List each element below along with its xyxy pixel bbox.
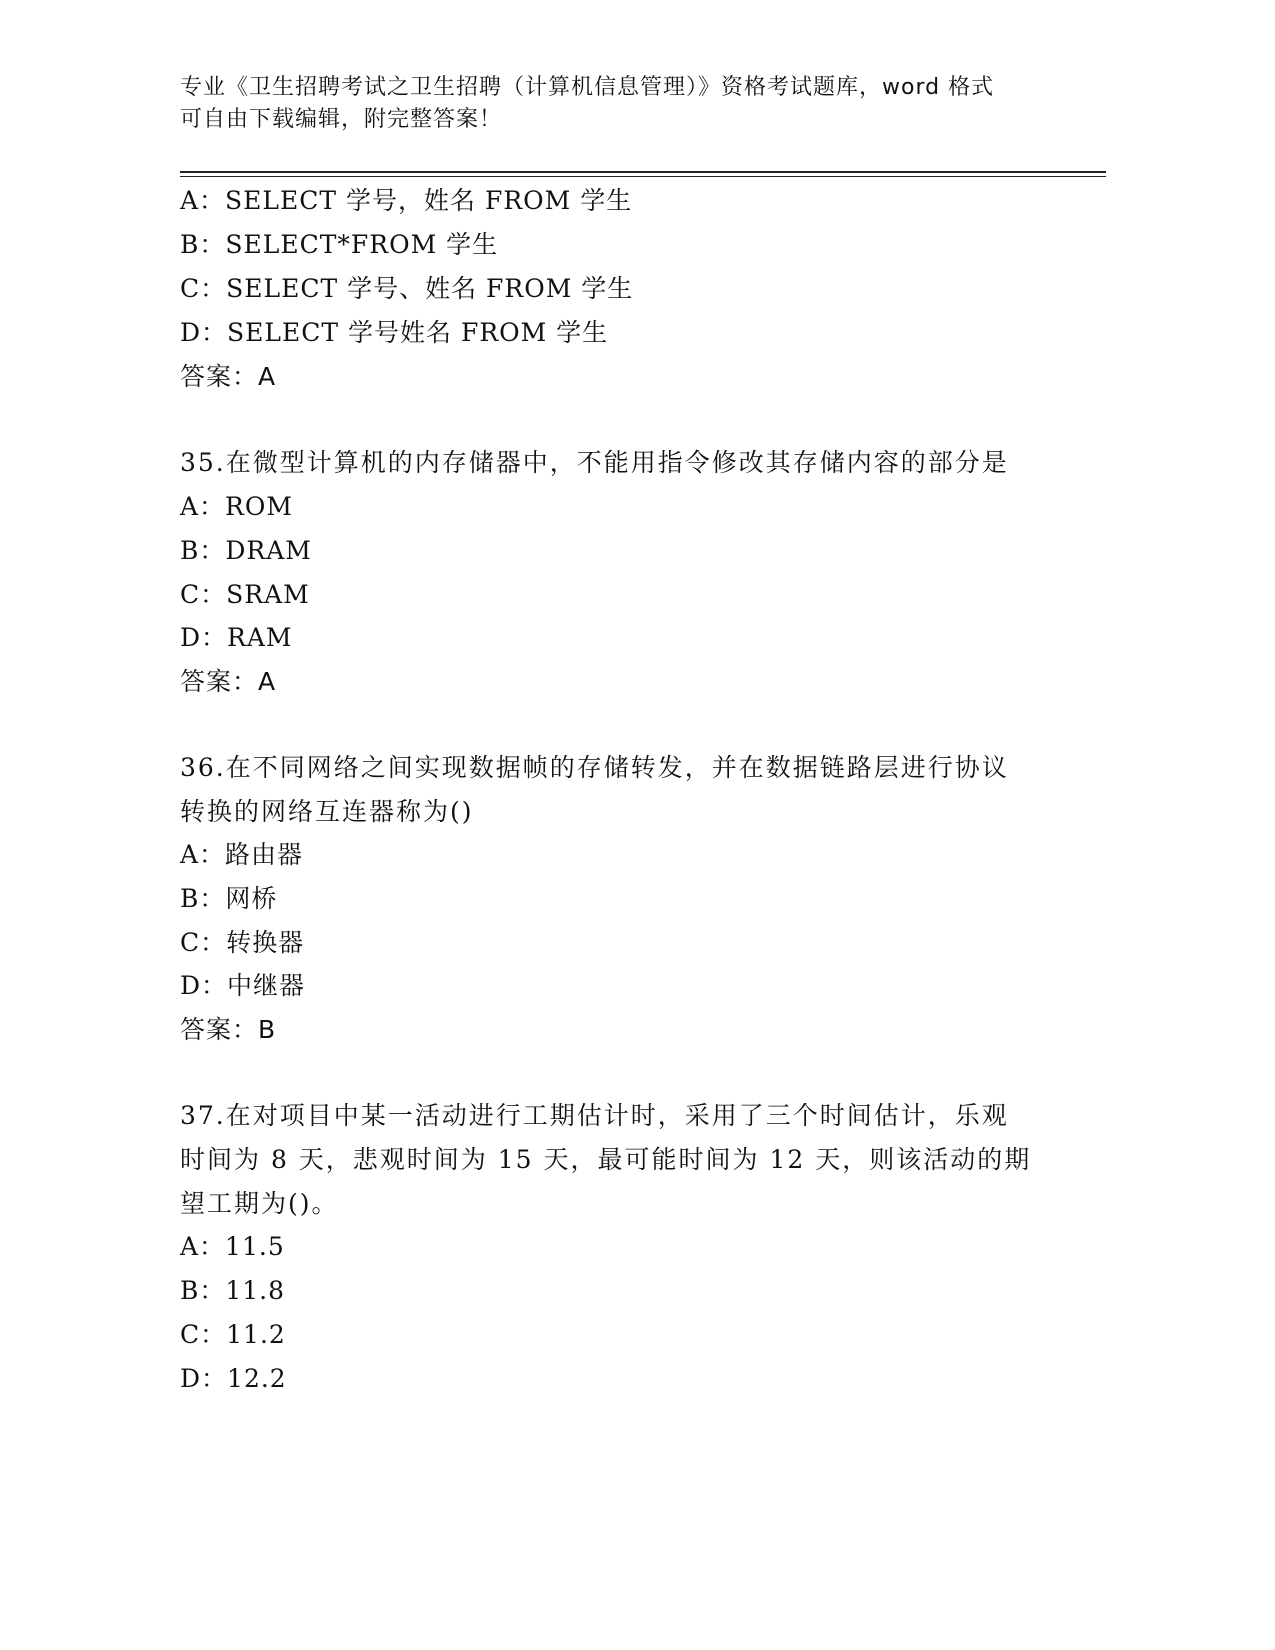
q35-option-c: C：SRAM <box>180 580 310 609</box>
q34-option-a: A：SELECT 学号，姓名 FROM 学生 <box>180 186 633 215</box>
q37-question-line-2: 时间为 8 天，悲观时间为 15 天，最可能时间为 12 天，则该活动的期 <box>180 1145 1032 1174</box>
q35-option-d: D：RAM <box>180 623 293 652</box>
q37-question-line-3: 望工期为()。 <box>180 1189 339 1218</box>
header-rule-thin <box>180 176 1106 177</box>
q36-option-a: A：路由器 <box>180 840 304 869</box>
q37-option-c: C：11.2 <box>180 1320 286 1349</box>
q34-option-c: C：SELECT 学号、姓名 FROM 学生 <box>180 274 634 303</box>
q35-answer: 答案：A <box>180 667 277 696</box>
q35-option-a: A：ROM <box>180 492 293 521</box>
q37-option-a: A：11.5 <box>180 1232 285 1261</box>
q36-question-line-2: 转换的网络互连器称为() <box>180 797 474 826</box>
q34-option-d: D：SELECT 学号姓名 FROM 学生 <box>180 318 609 347</box>
q35-option-b: B：DRAM <box>180 536 312 565</box>
q37-option-d: D：12.2 <box>180 1364 287 1393</box>
header-line-2: 可自由下载编辑，附完整答案！ <box>180 107 503 132</box>
header-line-1: 专业《卫生招聘考试之卫生招聘（计算机信息管理）》资格考试题库，word 格式 <box>180 75 995 100</box>
q36-answer: 答案：B <box>180 1015 277 1044</box>
q36-option-b: B：网桥 <box>180 884 278 913</box>
q36-question-line-1: 36.在不同网络之间实现数据帧的存储转发，并在数据链路层进行协议 <box>180 753 1009 782</box>
header-rule-thick <box>180 171 1106 173</box>
page-header <box>180 72 1060 136</box>
q36-option-c: C：转换器 <box>180 928 305 957</box>
q36-option-d: D：中继器 <box>180 971 306 1000</box>
q37-question-line-1: 37.在对项目中某一活动进行工期估计时，采用了三个时间估计，乐观 <box>180 1101 1009 1130</box>
q34-answer: 答案：A <box>180 362 277 391</box>
q34-option-b: B：SELECT*FROM 学生 <box>180 230 499 259</box>
q35-question-line-1: 35.在微型计算机的内存储器中，不能用指令修改其存储内容的部分是 <box>180 448 1009 477</box>
q37-option-b: B：11.8 <box>180 1276 286 1305</box>
